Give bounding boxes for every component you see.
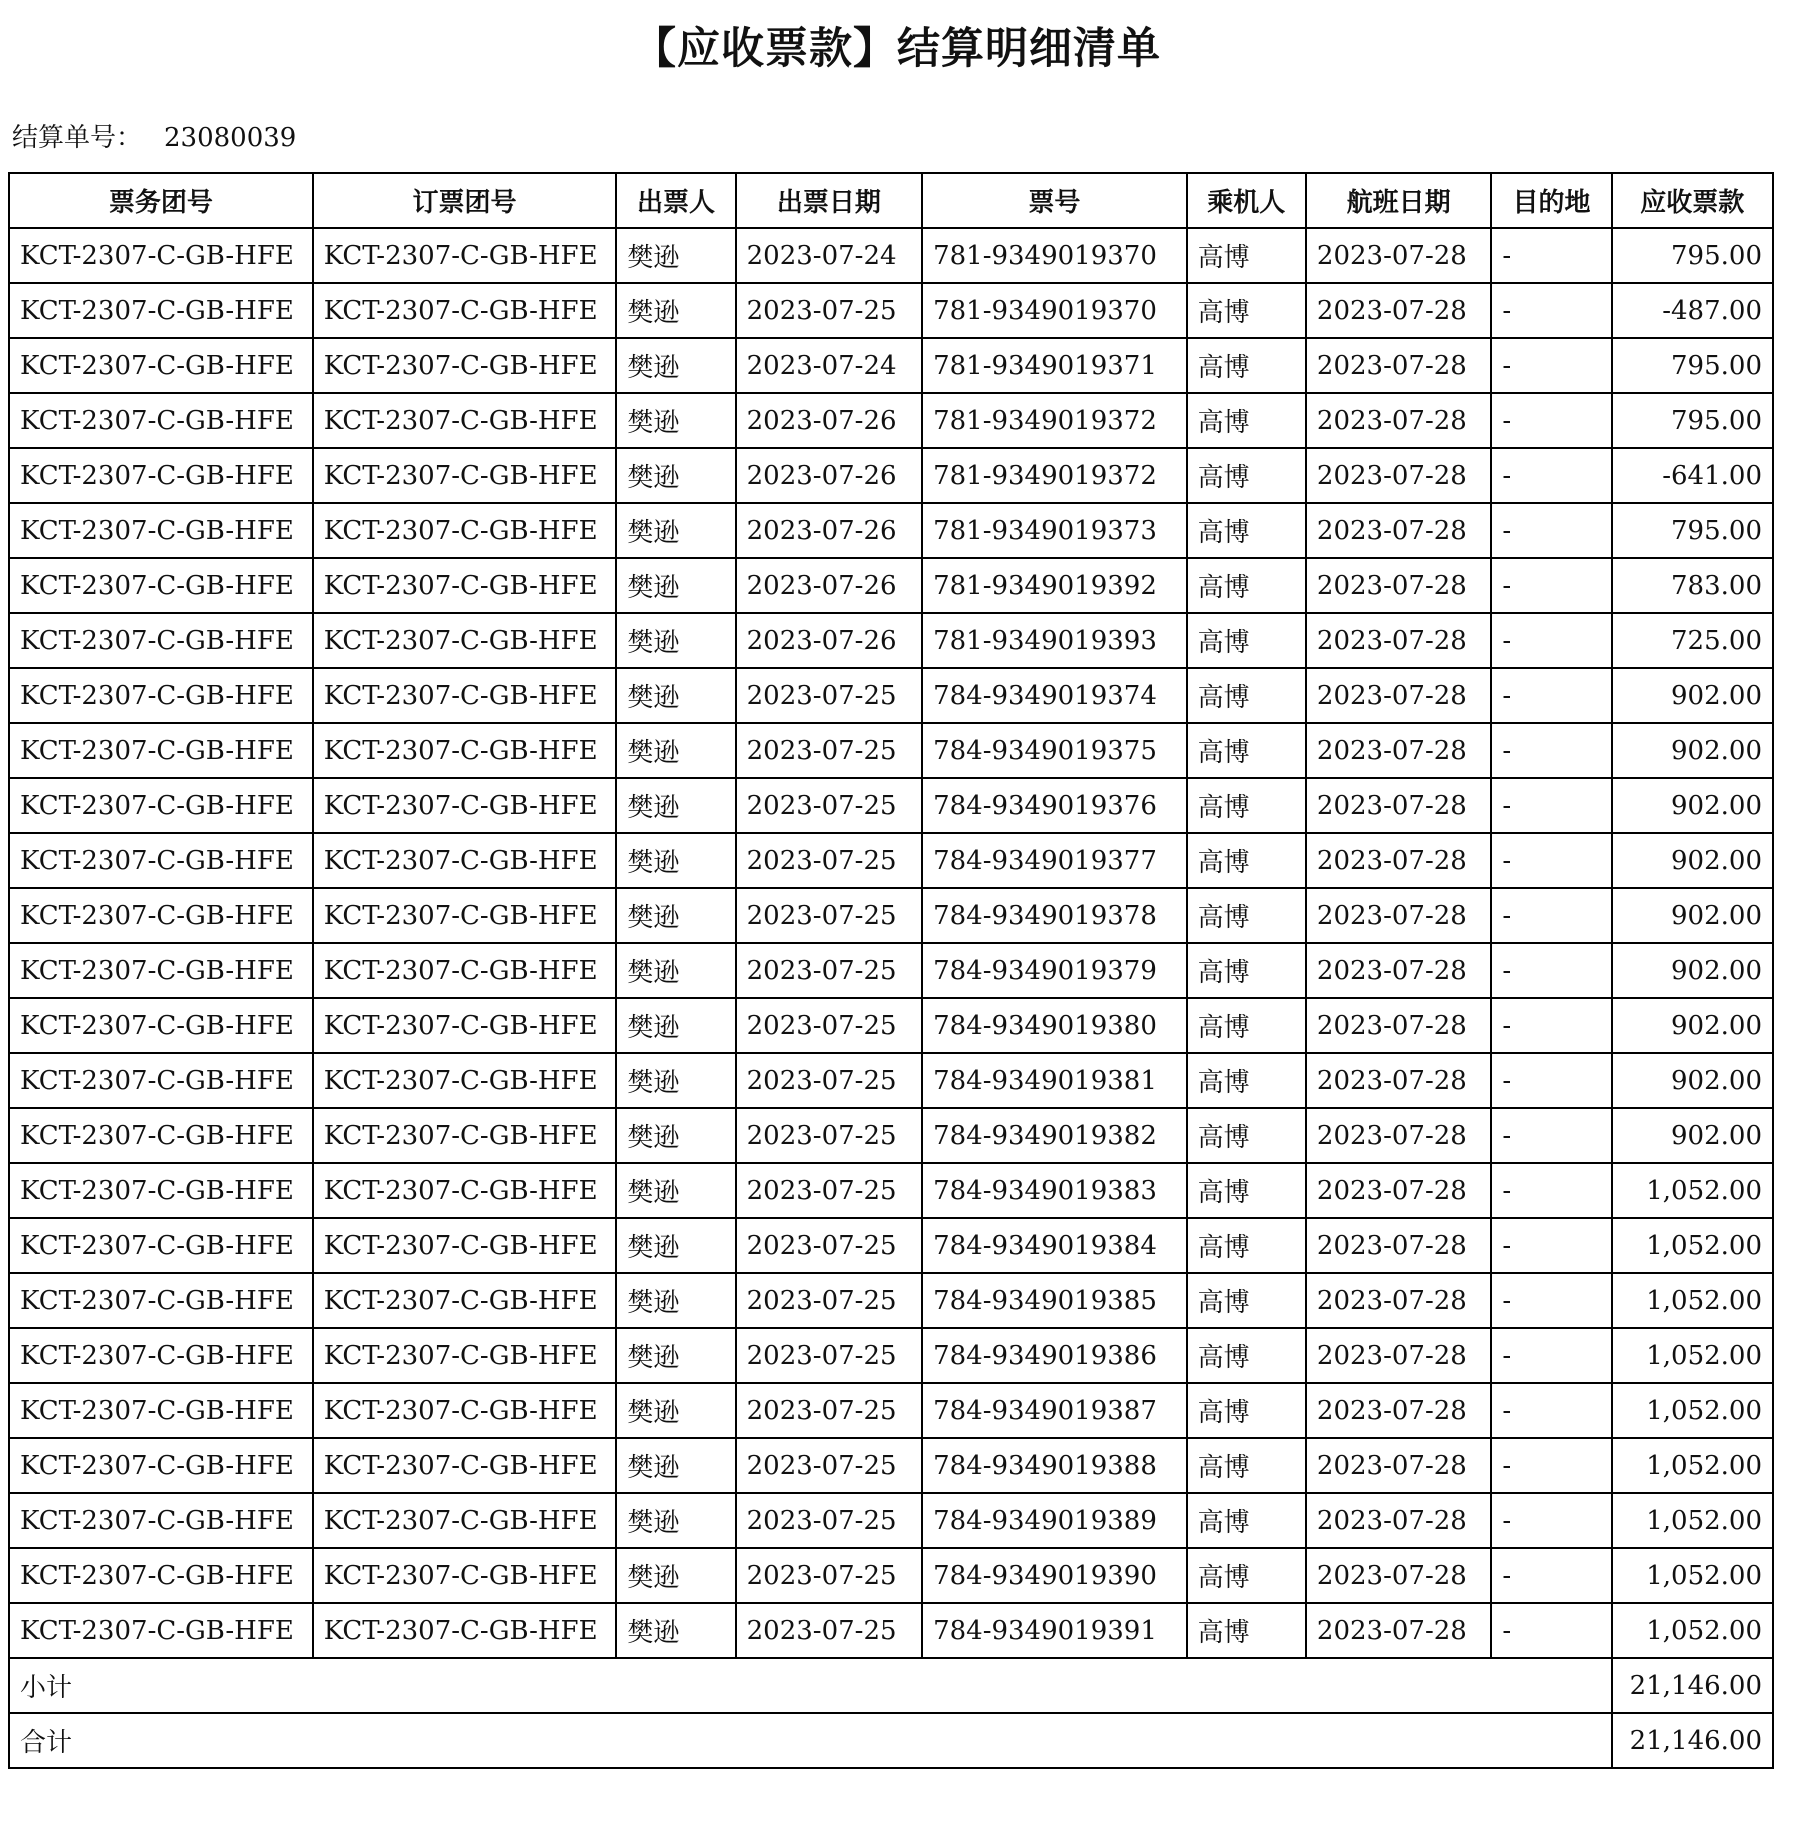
cell-issuer: 樊逊 — [616, 1053, 735, 1108]
cell-issue-date: 2023-07-25 — [736, 943, 922, 998]
cell-booking-group-no: KCT-2307-C-GB-HFE — [313, 613, 617, 668]
cell-booking-group-no: KCT-2307-C-GB-HFE — [313, 228, 617, 283]
cell-issuer: 樊逊 — [616, 558, 735, 613]
cell-booking-group-no: KCT-2307-C-GB-HFE — [313, 723, 617, 778]
cell-ticket-group-no: KCT-2307-C-GB-HFE — [9, 1218, 313, 1273]
cell-passenger: 高博 — [1187, 1108, 1306, 1163]
table-row[interactable] — [9, 393, 1773, 448]
cell-issuer: 樊逊 — [616, 448, 735, 503]
cell-receivable: 1,052.00 — [1612, 1603, 1773, 1658]
cell-issue-date: 2023-07-25 — [736, 1548, 922, 1603]
cell-ticket-no: 784-9349019377 — [922, 833, 1187, 888]
cell-ticket-no: 784-9349019386 — [922, 1328, 1187, 1383]
cell-ticket-group-no: KCT-2307-C-GB-HFE — [9, 1493, 313, 1548]
cell-issuer: 樊逊 — [616, 1163, 735, 1218]
cell-ticket-no: 784-9349019378 — [922, 888, 1187, 943]
cell-receivable: 902.00 — [1612, 998, 1773, 1053]
cell-ticket-group-no: KCT-2307-C-GB-HFE — [9, 1548, 313, 1603]
cell-issue-date: 2023-07-26 — [736, 503, 922, 558]
cell-ticket-group-no: KCT-2307-C-GB-HFE — [9, 1163, 313, 1218]
cell-booking-group-no: KCT-2307-C-GB-HFE — [313, 888, 617, 943]
table-row[interactable] — [9, 1273, 1773, 1328]
cell-issuer: 樊逊 — [616, 943, 735, 998]
cell-passenger: 高博 — [1187, 393, 1306, 448]
cell-booking-group-no: KCT-2307-C-GB-HFE — [313, 1603, 617, 1658]
settlement-number-value: 23080039 — [164, 123, 297, 153]
cell-receivable: 902.00 — [1612, 1108, 1773, 1163]
cell-receivable: 1,052.00 — [1612, 1273, 1773, 1328]
cell-passenger: 高博 — [1187, 1218, 1306, 1273]
settlement-number-label: 结算单号： — [12, 123, 143, 153]
cell-ticket-group-no: KCT-2307-C-GB-HFE — [9, 723, 313, 778]
col-header-flight-date[interactable]: 航班日期 — [1306, 173, 1491, 228]
cell-ticket-no: 784-9349019382 — [922, 1108, 1187, 1163]
table-row[interactable] — [9, 1163, 1773, 1218]
cell-flight-date: 2023-07-28 — [1306, 778, 1491, 833]
cell-issue-date: 2023-07-26 — [736, 448, 922, 503]
cell-passenger: 高博 — [1187, 1438, 1306, 1493]
cell-ticket-group-no: KCT-2307-C-GB-HFE — [9, 283, 313, 338]
cell-issuer: 樊逊 — [616, 1108, 735, 1163]
cell-destination: - — [1491, 1328, 1611, 1383]
cell-receivable: 1,052.00 — [1612, 1383, 1773, 1438]
table-row[interactable] — [9, 448, 1773, 503]
cell-booking-group-no: KCT-2307-C-GB-HFE — [313, 998, 617, 1053]
cell-booking-group-no: KCT-2307-C-GB-HFE — [313, 778, 617, 833]
cell-passenger: 高博 — [1187, 1493, 1306, 1548]
cell-flight-date: 2023-07-28 — [1306, 338, 1491, 393]
table-row[interactable] — [9, 1053, 1773, 1108]
table-row[interactable] — [9, 503, 1773, 558]
cell-destination: - — [1491, 338, 1611, 393]
cell-issue-date: 2023-07-25 — [736, 998, 922, 1053]
cell-flight-date: 2023-07-28 — [1306, 1438, 1491, 1493]
settlement-detail-table — [8, 172, 1774, 1769]
table-row[interactable] — [9, 888, 1773, 943]
cell-issuer: 樊逊 — [616, 833, 735, 888]
cell-ticket-no: 784-9349019380 — [922, 998, 1187, 1053]
cell-passenger: 高博 — [1187, 228, 1306, 283]
cell-receivable: 1,052.00 — [1612, 1548, 1773, 1603]
cell-booking-group-no: KCT-2307-C-GB-HFE — [313, 833, 617, 888]
col-header-issue-date[interactable]: 出票日期 — [736, 173, 922, 228]
cell-destination: - — [1491, 1218, 1611, 1273]
cell-issuer: 樊逊 — [616, 283, 735, 338]
subtotal-row — [9, 1658, 1773, 1713]
cell-destination: - — [1491, 393, 1611, 448]
table-row[interactable] — [9, 1493, 1773, 1548]
cell-ticket-group-no: KCT-2307-C-GB-HFE — [9, 1603, 313, 1658]
cell-ticket-no: 784-9349019389 — [922, 1493, 1187, 1548]
cell-destination: - — [1491, 1383, 1611, 1438]
cell-destination: - — [1491, 1548, 1611, 1603]
cell-destination: - — [1491, 998, 1611, 1053]
cell-ticket-group-no: KCT-2307-C-GB-HFE — [9, 1383, 313, 1438]
cell-passenger: 高博 — [1187, 613, 1306, 668]
cell-issue-date: 2023-07-26 — [736, 558, 922, 613]
cell-ticket-group-no: KCT-2307-C-GB-HFE — [9, 1438, 313, 1493]
cell-issuer: 樊逊 — [616, 1273, 735, 1328]
cell-passenger: 高博 — [1187, 1328, 1306, 1383]
cell-ticket-no: 784-9349019385 — [922, 1273, 1187, 1328]
cell-ticket-no: 784-9349019387 — [922, 1383, 1187, 1438]
cell-destination: - — [1491, 283, 1611, 338]
cell-booking-group-no: KCT-2307-C-GB-HFE — [313, 1163, 617, 1218]
cell-issue-date: 2023-07-25 — [736, 668, 922, 723]
cell-passenger: 高博 — [1187, 283, 1306, 338]
cell-issue-date: 2023-07-25 — [736, 1108, 922, 1163]
cell-receivable: 902.00 — [1612, 888, 1773, 943]
cell-passenger: 高博 — [1187, 888, 1306, 943]
cell-receivable: 1,052.00 — [1612, 1493, 1773, 1548]
cell-ticket-no: 784-9349019391 — [922, 1603, 1187, 1658]
cell-issue-date: 2023-07-25 — [736, 723, 922, 778]
cell-booking-group-no: KCT-2307-C-GB-HFE — [313, 338, 617, 393]
table-row[interactable] — [9, 228, 1773, 283]
cell-issuer: 樊逊 — [616, 1493, 735, 1548]
cell-destination: - — [1491, 613, 1611, 668]
total-label: 合计 — [9, 1713, 1612, 1768]
table-row[interactable] — [9, 998, 1773, 1053]
cell-issuer: 樊逊 — [616, 1218, 735, 1273]
cell-issuer: 樊逊 — [616, 723, 735, 778]
table-row[interactable] — [9, 833, 1773, 888]
cell-issuer: 樊逊 — [616, 1438, 735, 1493]
table-row[interactable] — [9, 723, 1773, 778]
cell-receivable: 795.00 — [1612, 228, 1773, 283]
table-row[interactable] — [9, 1383, 1773, 1438]
cell-flight-date: 2023-07-28 — [1306, 503, 1491, 558]
cell-issue-date: 2023-07-24 — [736, 338, 922, 393]
cell-ticket-no: 781-9349019372 — [922, 448, 1187, 503]
cell-passenger: 高博 — [1187, 1163, 1306, 1218]
cell-booking-group-no: KCT-2307-C-GB-HFE — [313, 1108, 617, 1163]
cell-issue-date: 2023-07-25 — [736, 1218, 922, 1273]
cell-receivable: 902.00 — [1612, 943, 1773, 998]
cell-issue-date: 2023-07-25 — [736, 1493, 922, 1548]
cell-ticket-no: 784-9349019375 — [922, 723, 1187, 778]
cell-passenger: 高博 — [1187, 558, 1306, 613]
cell-flight-date: 2023-07-28 — [1306, 1548, 1491, 1603]
cell-flight-date: 2023-07-28 — [1306, 1108, 1491, 1163]
cell-flight-date: 2023-07-28 — [1306, 1328, 1491, 1383]
cell-ticket-no: 784-9349019383 — [922, 1163, 1187, 1218]
cell-issue-date: 2023-07-25 — [736, 1438, 922, 1493]
cell-flight-date: 2023-07-28 — [1306, 448, 1491, 503]
cell-receivable: 1,052.00 — [1612, 1163, 1773, 1218]
table-row[interactable] — [9, 1548, 1773, 1603]
cell-destination: - — [1491, 1493, 1611, 1548]
cell-flight-date: 2023-07-28 — [1306, 613, 1491, 668]
table-row[interactable] — [9, 338, 1773, 393]
cell-ticket-group-no: KCT-2307-C-GB-HFE — [9, 943, 313, 998]
cell-flight-date: 2023-07-28 — [1306, 998, 1491, 1053]
cell-receivable: 902.00 — [1612, 723, 1773, 778]
cell-destination: - — [1491, 723, 1611, 778]
table-row[interactable] — [9, 1108, 1773, 1163]
cell-ticket-group-no: KCT-2307-C-GB-HFE — [9, 1273, 313, 1328]
col-header-receivable[interactable]: 应收票款 — [1612, 173, 1773, 228]
cell-ticket-no: 781-9349019373 — [922, 503, 1187, 558]
cell-passenger: 高博 — [1187, 338, 1306, 393]
cell-destination: - — [1491, 888, 1611, 943]
cell-issuer: 樊逊 — [616, 613, 735, 668]
cell-receivable: 1,052.00 — [1612, 1218, 1773, 1273]
cell-receivable: 902.00 — [1612, 778, 1773, 833]
col-header-issuer[interactable]: 出票人 — [616, 173, 735, 228]
table-row[interactable] — [9, 613, 1773, 668]
cell-destination: - — [1491, 1603, 1611, 1658]
cell-ticket-no: 784-9349019379 — [922, 943, 1187, 998]
table-row[interactable] — [9, 283, 1773, 338]
cell-issue-date: 2023-07-25 — [736, 1053, 922, 1108]
cell-destination: - — [1491, 1163, 1611, 1218]
cell-issue-date: 2023-07-25 — [736, 1273, 922, 1328]
table-row[interactable] — [9, 558, 1773, 613]
cell-issue-date: 2023-07-25 — [736, 1383, 922, 1438]
cell-destination: - — [1491, 448, 1611, 503]
cell-issuer: 樊逊 — [616, 1383, 735, 1438]
table-row[interactable] — [9, 1328, 1773, 1383]
cell-booking-group-no: KCT-2307-C-GB-HFE — [313, 1383, 617, 1438]
cell-flight-date: 2023-07-28 — [1306, 1053, 1491, 1108]
cell-receivable: 795.00 — [1612, 338, 1773, 393]
cell-issue-date: 2023-07-25 — [736, 1603, 922, 1658]
table-row[interactable] — [9, 1603, 1773, 1658]
cell-ticket-no: 781-9349019393 — [922, 613, 1187, 668]
cell-passenger: 高博 — [1187, 778, 1306, 833]
total-value: 21,146.00 — [1612, 1713, 1773, 1768]
col-header-ticket-no[interactable]: 票号 — [922, 173, 1187, 228]
cell-ticket-group-no: KCT-2307-C-GB-HFE — [9, 888, 313, 943]
cell-booking-group-no: KCT-2307-C-GB-HFE — [313, 1218, 617, 1273]
cell-flight-date: 2023-07-28 — [1306, 723, 1491, 778]
cell-issue-date: 2023-07-25 — [736, 283, 922, 338]
cell-booking-group-no: KCT-2307-C-GB-HFE — [313, 503, 617, 558]
cell-flight-date: 2023-07-28 — [1306, 1383, 1491, 1438]
cell-flight-date: 2023-07-28 — [1306, 888, 1491, 943]
cell-ticket-group-no: KCT-2307-C-GB-HFE — [9, 448, 313, 503]
cell-receivable: 902.00 — [1612, 668, 1773, 723]
cell-issuer: 樊逊 — [616, 998, 735, 1053]
table-row[interactable] — [9, 778, 1773, 833]
cell-receivable: -641.00 — [1612, 448, 1773, 503]
table-header-row — [9, 173, 1773, 228]
table-row[interactable] — [9, 1218, 1773, 1273]
cell-flight-date: 2023-07-28 — [1306, 668, 1491, 723]
cell-ticket-no: 781-9349019371 — [922, 338, 1187, 393]
cell-ticket-group-no: KCT-2307-C-GB-HFE — [9, 558, 313, 613]
cell-ticket-group-no: KCT-2307-C-GB-HFE — [9, 833, 313, 888]
cell-booking-group-no: KCT-2307-C-GB-HFE — [313, 393, 617, 448]
cell-issuer: 樊逊 — [616, 1603, 735, 1658]
page-title: 【应收票款】结算明细清单 — [633, 24, 1161, 74]
cell-issuer: 樊逊 — [616, 888, 735, 943]
cell-ticket-no: 784-9349019390 — [922, 1548, 1187, 1603]
cell-issuer: 樊逊 — [616, 778, 735, 833]
cell-issuer: 樊逊 — [616, 503, 735, 558]
cell-passenger: 高博 — [1187, 943, 1306, 998]
cell-flight-date: 2023-07-28 — [1306, 1273, 1491, 1328]
cell-ticket-group-no: KCT-2307-C-GB-HFE — [9, 998, 313, 1053]
cell-issue-date: 2023-07-26 — [736, 613, 922, 668]
cell-issue-date: 2023-07-25 — [736, 888, 922, 943]
cell-booking-group-no: KCT-2307-C-GB-HFE — [313, 668, 617, 723]
cell-booking-group-no: KCT-2307-C-GB-HFE — [313, 448, 617, 503]
cell-flight-date: 2023-07-28 — [1306, 943, 1491, 998]
cell-issue-date: 2023-07-25 — [736, 778, 922, 833]
cell-ticket-no: 781-9349019370 — [922, 283, 1187, 338]
cell-receivable: 795.00 — [1612, 503, 1773, 558]
cell-destination: - — [1491, 833, 1611, 888]
cell-passenger: 高博 — [1187, 1548, 1306, 1603]
cell-destination: - — [1491, 1273, 1611, 1328]
cell-issue-date: 2023-07-25 — [736, 1163, 922, 1218]
cell-issue-date: 2023-07-25 — [736, 833, 922, 888]
cell-ticket-no: 781-9349019392 — [922, 558, 1187, 613]
cell-receivable: 1,052.00 — [1612, 1328, 1773, 1383]
col-header-passenger[interactable]: 乘机人 — [1187, 173, 1306, 228]
cell-flight-date: 2023-07-28 — [1306, 558, 1491, 613]
cell-passenger: 高博 — [1187, 833, 1306, 888]
col-header-ticket-group-no[interactable]: 票务团号 — [9, 173, 313, 228]
cell-passenger: 高博 — [1187, 998, 1306, 1053]
cell-ticket-no: 784-9349019388 — [922, 1438, 1187, 1493]
cell-ticket-group-no: KCT-2307-C-GB-HFE — [9, 778, 313, 833]
cell-receivable: 902.00 — [1612, 833, 1773, 888]
cell-flight-date: 2023-07-28 — [1306, 833, 1491, 888]
cell-passenger: 高博 — [1187, 723, 1306, 778]
table-row[interactable] — [9, 943, 1773, 998]
cell-issuer: 樊逊 — [616, 393, 735, 448]
cell-flight-date: 2023-07-28 — [1306, 283, 1491, 338]
cell-destination: - — [1491, 668, 1611, 723]
col-header-destination[interactable]: 目的地 — [1491, 173, 1611, 228]
cell-flight-date: 2023-07-28 — [1306, 1163, 1491, 1218]
cell-destination: - — [1491, 778, 1611, 833]
cell-ticket-no: 784-9349019381 — [922, 1053, 1187, 1108]
cell-booking-group-no: KCT-2307-C-GB-HFE — [313, 558, 617, 613]
cell-ticket-group-no: KCT-2307-C-GB-HFE — [9, 228, 313, 283]
cell-ticket-no: 784-9349019374 — [922, 668, 1187, 723]
cell-ticket-group-no: KCT-2307-C-GB-HFE — [9, 1108, 313, 1163]
cell-issue-date: 2023-07-24 — [736, 228, 922, 283]
cell-destination: - — [1491, 228, 1611, 283]
cell-receivable: 795.00 — [1612, 393, 1773, 448]
cell-flight-date: 2023-07-28 — [1306, 1603, 1491, 1658]
cell-issuer: 樊逊 — [616, 1548, 735, 1603]
cell-flight-date: 2023-07-28 — [1306, 1493, 1491, 1548]
cell-ticket-group-no: KCT-2307-C-GB-HFE — [9, 1328, 313, 1383]
cell-destination: - — [1491, 1108, 1611, 1163]
settlement-number-line — [12, 118, 296, 158]
cell-passenger: 高博 — [1187, 448, 1306, 503]
cell-issue-date: 2023-07-25 — [736, 1328, 922, 1383]
cell-booking-group-no: KCT-2307-C-GB-HFE — [313, 1438, 617, 1493]
table-body — [9, 228, 1773, 1658]
cell-booking-group-no: KCT-2307-C-GB-HFE — [313, 1328, 617, 1383]
cell-destination: - — [1491, 558, 1611, 613]
cell-destination: - — [1491, 1438, 1611, 1493]
cell-ticket-group-no: KCT-2307-C-GB-HFE — [9, 1053, 313, 1108]
cell-destination: - — [1491, 503, 1611, 558]
cell-issuer: 樊逊 — [616, 228, 735, 283]
table-row[interactable] — [9, 668, 1773, 723]
table-row[interactable] — [9, 1438, 1773, 1493]
subtotal-label: 小计 — [9, 1658, 1612, 1713]
cell-booking-group-no: KCT-2307-C-GB-HFE — [313, 1053, 617, 1108]
cell-receivable: 1,052.00 — [1612, 1438, 1773, 1493]
cell-issuer: 樊逊 — [616, 668, 735, 723]
cell-receivable: -487.00 — [1612, 283, 1773, 338]
cell-booking-group-no: KCT-2307-C-GB-HFE — [313, 283, 617, 338]
cell-flight-date: 2023-07-28 — [1306, 228, 1491, 283]
cell-ticket-group-no: KCT-2307-C-GB-HFE — [9, 668, 313, 723]
cell-receivable: 725.00 — [1612, 613, 1773, 668]
cell-passenger: 高博 — [1187, 1603, 1306, 1658]
cell-booking-group-no: KCT-2307-C-GB-HFE — [313, 1548, 617, 1603]
cell-destination: - — [1491, 1053, 1611, 1108]
total-row — [9, 1713, 1773, 1768]
cell-ticket-no: 784-9349019384 — [922, 1218, 1187, 1273]
cell-receivable: 902.00 — [1612, 1053, 1773, 1108]
subtotal-value: 21,146.00 — [1612, 1658, 1773, 1713]
col-header-booking-group-no[interactable]: 订票团号 — [313, 173, 617, 228]
cell-booking-group-no: KCT-2307-C-GB-HFE — [313, 1493, 617, 1548]
cell-booking-group-no: KCT-2307-C-GB-HFE — [313, 1273, 617, 1328]
cell-issuer: 樊逊 — [616, 338, 735, 393]
cell-flight-date: 2023-07-28 — [1306, 393, 1491, 448]
cell-ticket-group-no: KCT-2307-C-GB-HFE — [9, 338, 313, 393]
cell-passenger: 高博 — [1187, 1053, 1306, 1108]
cell-issue-date: 2023-07-26 — [736, 393, 922, 448]
cell-booking-group-no: KCT-2307-C-GB-HFE — [313, 943, 617, 998]
cell-ticket-no: 784-9349019376 — [922, 778, 1187, 833]
cell-passenger: 高博 — [1187, 668, 1306, 723]
cell-ticket-group-no: KCT-2307-C-GB-HFE — [9, 613, 313, 668]
cell-flight-date: 2023-07-28 — [1306, 1218, 1491, 1273]
cell-destination: - — [1491, 943, 1611, 998]
cell-ticket-no: 781-9349019372 — [922, 393, 1187, 448]
cell-issuer: 樊逊 — [616, 1328, 735, 1383]
cell-ticket-group-no: KCT-2307-C-GB-HFE — [9, 503, 313, 558]
cell-ticket-no: 781-9349019370 — [922, 228, 1187, 283]
cell-passenger: 高博 — [1187, 1383, 1306, 1438]
cell-ticket-group-no: KCT-2307-C-GB-HFE — [9, 393, 313, 448]
cell-receivable: 783.00 — [1612, 558, 1773, 613]
cell-passenger: 高博 — [1187, 503, 1306, 558]
cell-passenger: 高博 — [1187, 1273, 1306, 1328]
